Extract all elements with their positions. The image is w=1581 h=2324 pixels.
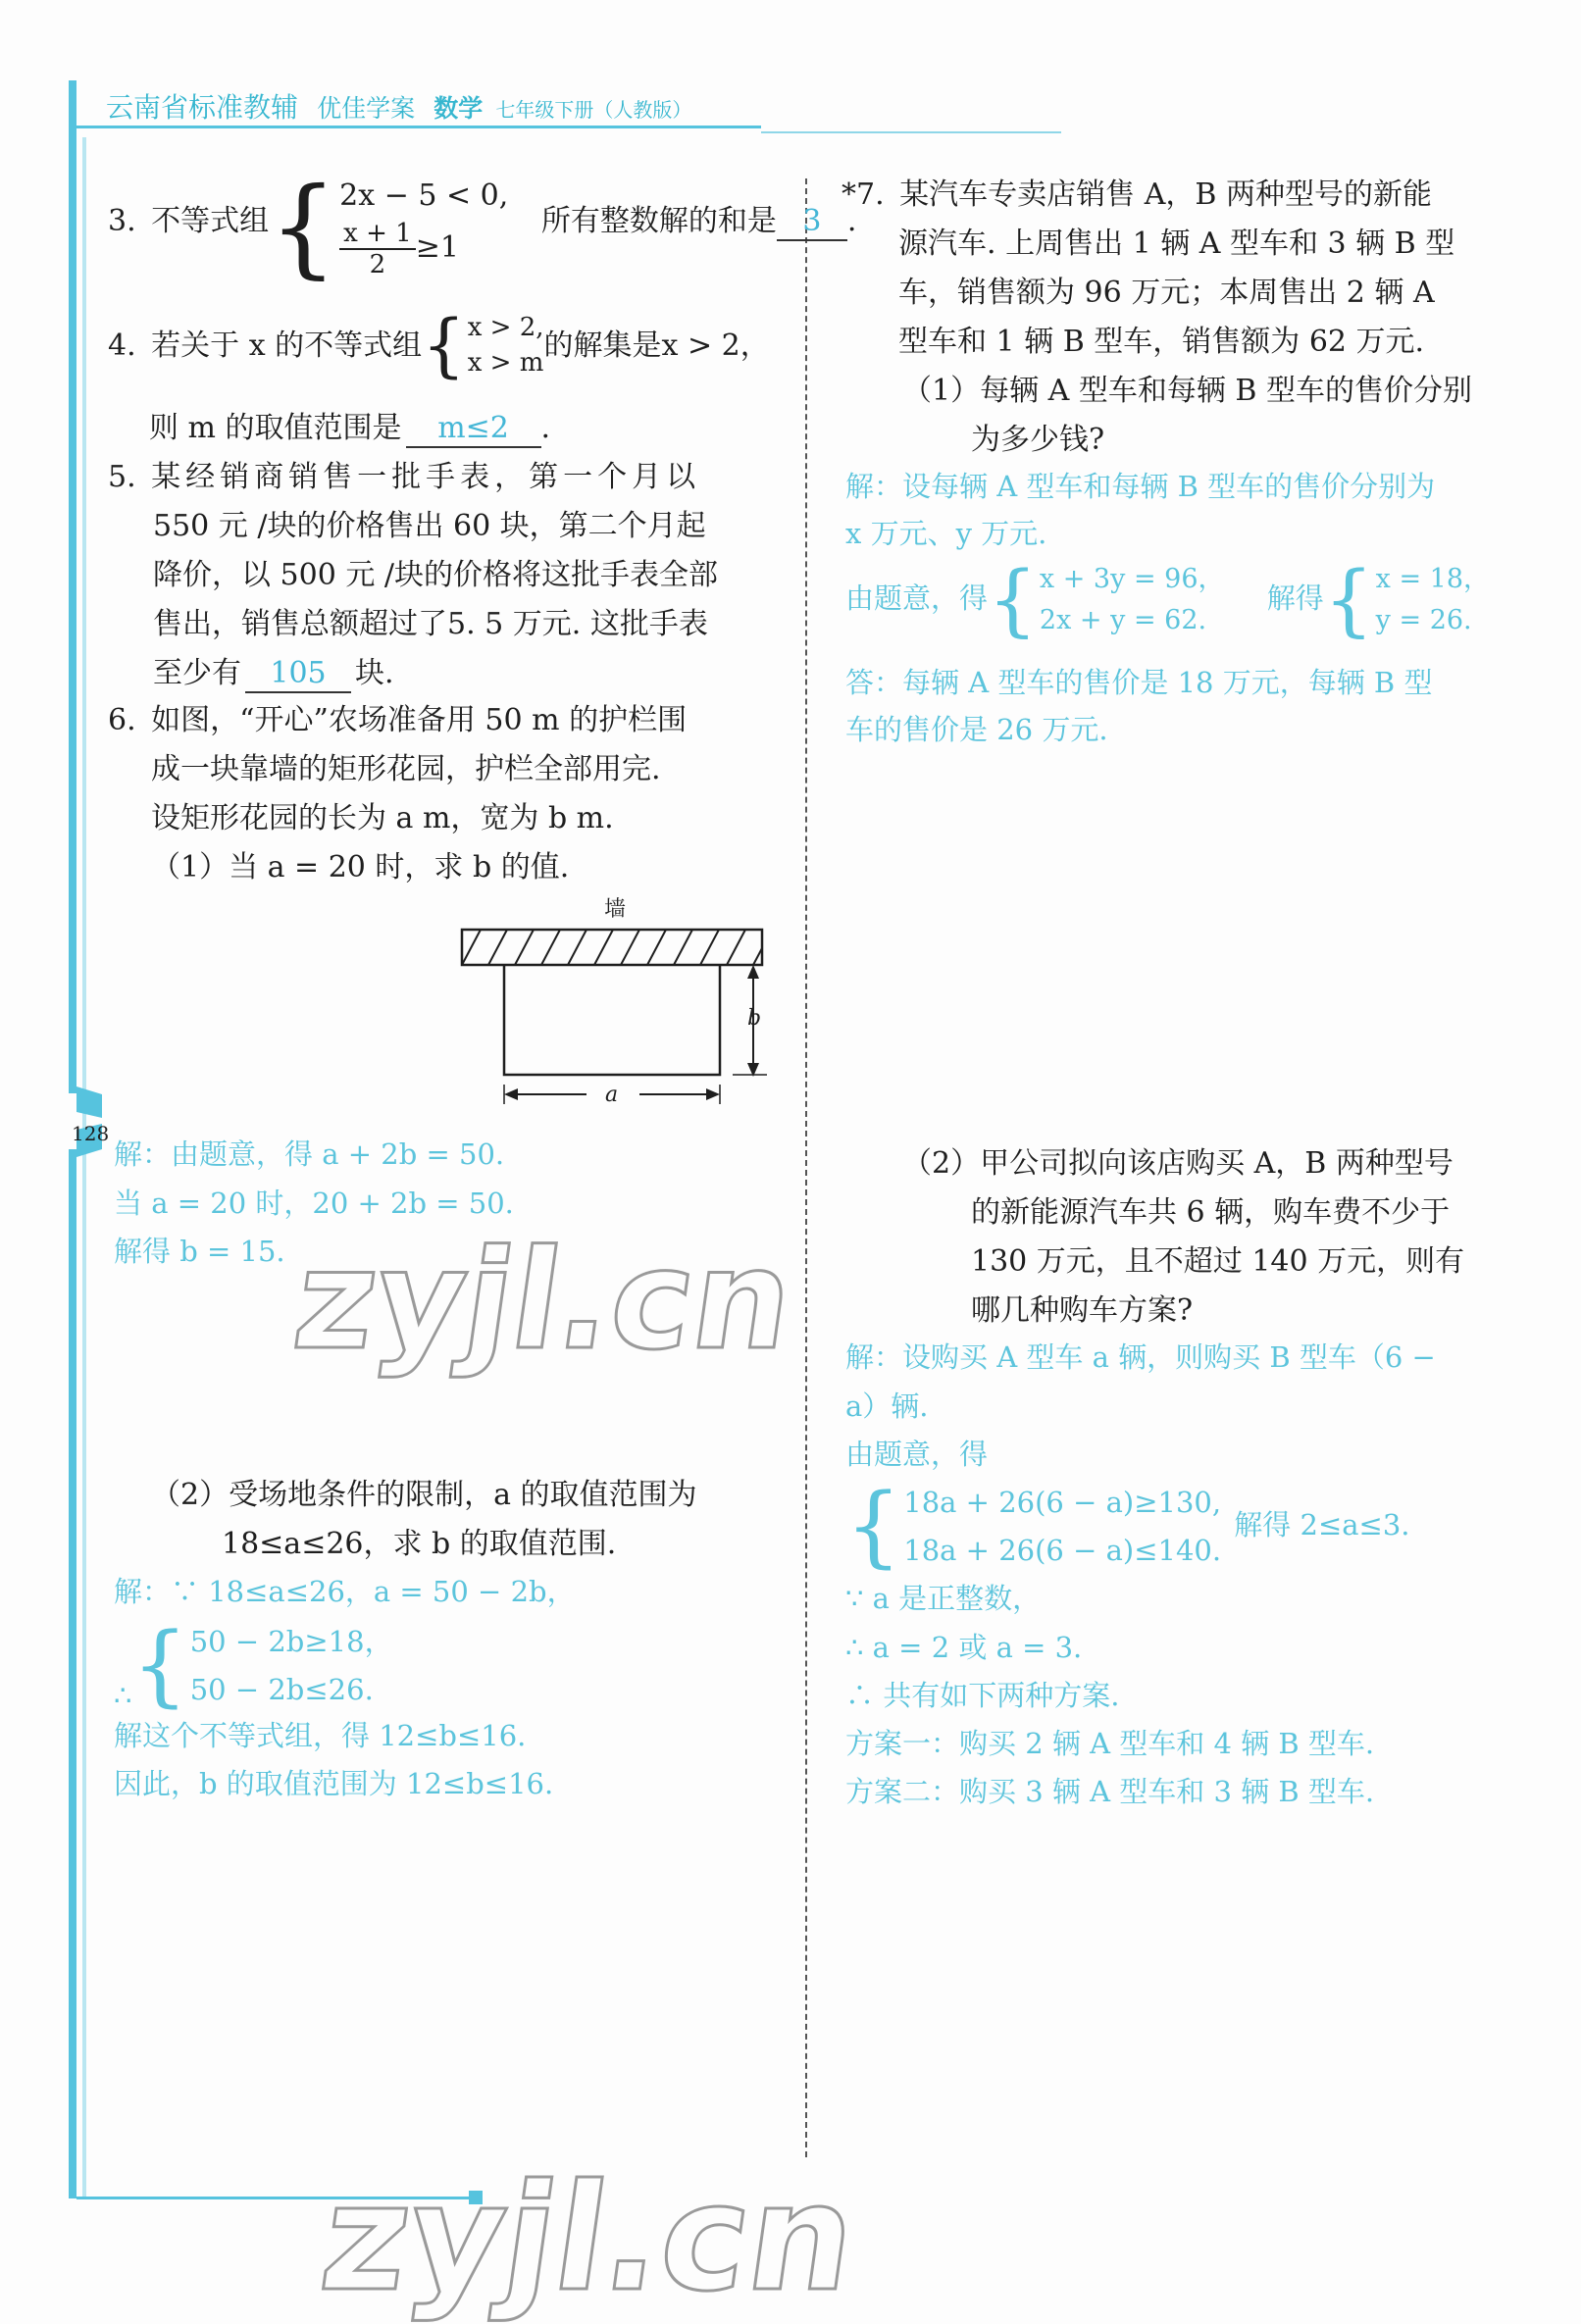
question-7-part2-answer-8: 方案一：购买 2 辆 A 型车和 4 辆 B 型车. <box>845 1727 1375 1760</box>
brace-icon: { <box>422 305 466 385</box>
question-7-line0: 某汽车专卖店销售 A，B 两种型号的新能 <box>899 177 1432 212</box>
question-5-line0: 某经销商销售一批手表，第一个月以 <box>151 460 701 494</box>
question-4 <box>108 305 770 385</box>
question-4-answer: m≤2 <box>406 411 541 448</box>
part1-solve: 解得 <box>1266 581 1324 615</box>
left-margin-bar-lower <box>69 1149 76 2198</box>
question-7-part2-answer-3: 由题意，得 <box>845 1438 989 1471</box>
figure-wall-label: 墙 <box>604 897 627 922</box>
brace-icon: { <box>988 554 1038 645</box>
left-margin-bar-light <box>82 137 86 2197</box>
brace-icon: { <box>131 1614 188 1717</box>
header-grade: 七年级下册（人教版） <box>495 98 692 122</box>
question-4-suffix: 的解集是x > 2， <box>543 328 770 363</box>
question-3-prefix: 不等式组 <box>151 204 270 238</box>
header-rule <box>76 126 761 128</box>
part2-answer-sys2: 50 − 2b≤26. <box>189 1673 374 1706</box>
watermark-bottom: zyjl.cn <box>311 2153 866 2324</box>
question-7-number: *7. <box>842 177 885 212</box>
question-7 <box>842 171 1432 220</box>
part1-given: 由题意，得 <box>845 581 989 615</box>
question-7-part1-line2: 为多少钱? <box>971 423 1105 457</box>
question-7-part1-answer-5: 车的售价是 26 万元. <box>845 713 1108 746</box>
question-7-part2-answer-5: ∵ a 是正整数， <box>845 1582 1042 1615</box>
question-6-part2-line1: （2）受场地条件的限制，a 的取值范围为 <box>151 1478 697 1512</box>
question-7-part2-line2: 的新能源汽车共 6 辆，购车费不少于 <box>971 1195 1451 1230</box>
question-6-part2-line2: 18≤a≤26，求 b 的取值范围. <box>222 1527 617 1561</box>
question-4-system <box>422 305 544 385</box>
question-5-last-line <box>153 649 394 698</box>
question-6 <box>108 696 687 745</box>
question-6-part1-answer-3: 解得 b = 15. <box>114 1235 285 1268</box>
part2-sys2: 18a + 26(6 − a)≤140. <box>903 1534 1222 1567</box>
header-series: 云南省标准教辅 <box>106 91 299 124</box>
question-6-number: 6. <box>108 703 136 737</box>
question-7-part1-system <box>845 554 1491 645</box>
question-7-line-2: 车，销售额为 96 万元；本周售出 2 辆 A <box>898 276 1435 310</box>
therefore-symbol: ∴ <box>114 1679 132 1712</box>
part1-sys2: 2x + y = 62. <box>1039 605 1207 635</box>
question-7-part1-answer-4: 答：每辆 A 型车的售价是 18 万元，每辆 B 型 <box>845 666 1433 699</box>
question-5 <box>108 453 700 502</box>
question-3-answer: 3 <box>777 204 847 241</box>
question-6-line-2: 设矩形花园的长为 a m，宽为 b m. <box>151 801 614 835</box>
question-6-line0: 如图，“开心”农场准备用 50 m 的护栏围 <box>151 703 688 737</box>
question-3-system <box>269 164 509 289</box>
part2-solve: 解得 2≤a≤3. <box>1234 1508 1410 1541</box>
header <box>106 86 691 126</box>
question-7-part2-answer-6: ∴ a = 2 或 a = 3. <box>845 1631 1083 1664</box>
question-5-answer: 105 <box>245 656 351 693</box>
question-7-part1-line1: （1）每辆 A 型车和每辆 B 型车的售价分别 <box>902 374 1472 408</box>
question-4-line2: x > m <box>467 348 544 378</box>
left-margin-bar <box>69 137 76 1093</box>
part2-sys1: 18a + 26(6 − a)≥130, <box>903 1486 1222 1519</box>
question-3-line2-rest: ≥1 <box>415 230 459 265</box>
question-5-last-suffix: 块. <box>355 656 394 690</box>
question-7-part1-answer-1: 解：设每辆 A 型车和每辆 B 型车的售价分别为 <box>845 470 1436 503</box>
question-7-part2-answer-9: 方案二：购买 3 辆 A 型车和 3 辆 B 型车. <box>845 1775 1375 1808</box>
question-4-prefix: 若关于 x 的不等式组 <box>151 328 423 363</box>
watermark-middle: zyjl.cn <box>284 1221 803 1381</box>
question-6-part2-answer-4: 解这个不等式组，得 12≤b≤16. <box>114 1719 527 1752</box>
question-4-line1: x > 2, <box>467 313 544 342</box>
page-number: 128 <box>72 1122 110 1145</box>
question-5-number: 5. <box>108 460 136 494</box>
part2-answer-sys1: 50 − 2b≥18， <box>189 1625 393 1658</box>
question-7-part2-line4: 哪几种购车方案? <box>971 1293 1194 1328</box>
fraction-denominator: 2 <box>369 250 386 279</box>
question-3 <box>108 164 857 289</box>
question-5-line-1: 550 元 /块的价格售出 60 块，第二个月起 <box>153 509 706 543</box>
question-7-part2-answer-7: ∴ 共有如下两种方案. <box>845 1679 1120 1712</box>
question-7-part2-answer-2: a）辆. <box>845 1389 929 1423</box>
question-4-number: 4. <box>108 328 136 363</box>
question-6-part2-system <box>114 1614 393 1720</box>
question-3-end: . <box>846 204 857 238</box>
brace-icon: { <box>1323 554 1374 645</box>
question-7-part1-answer-2: x 万元、y 万元. <box>845 517 1047 550</box>
question-6-part1-answer-2: 当 a = 20 时，20 + 2b = 50. <box>114 1187 514 1220</box>
question-6-part1: （1）当 a = 20 时，求 b 的值. <box>151 850 570 884</box>
question-3-fraction <box>339 219 416 279</box>
header-book: 优佳学案 <box>317 94 416 123</box>
header-rule-thin <box>761 131 1061 133</box>
question-6-part1-answer-1: 解：由题意，得 a + 2b = 50. <box>114 1137 505 1171</box>
question-3-number: 3. <box>108 204 136 238</box>
part1-res1: x = 18， <box>1375 564 1491 594</box>
question-3-line2 <box>339 219 508 279</box>
question-7-line-3: 型车和 1 辆 B 型车，销售额为 62 万元. <box>898 325 1425 359</box>
question-5-line-2: 降价，以 500 元 /块的价格将这批手表全部 <box>153 558 718 592</box>
question-7-part2-answer-1: 解：设购买 A 型车 a 辆，则购买 B 型车（6 − <box>845 1340 1436 1374</box>
fraction-numerator: x + 1 <box>339 219 416 250</box>
question-7-part2-line1: （2）甲公司拟向该店购买 A，B 两种型号 <box>902 1146 1454 1181</box>
header-subject: 数学 <box>434 94 484 123</box>
question-7-part2-line3: 130 万元，且不超过 140 万元，则有 <box>971 1244 1465 1279</box>
question-4-end: . <box>540 411 551 445</box>
part2-answer-system <box>131 1614 393 1717</box>
question-3-suffix: 所有整数解的和是 <box>540 204 777 238</box>
question-6-part2-answer-5: 因此，b 的取值范围为 12≤b≤16. <box>114 1767 554 1800</box>
part1-system-b <box>1323 554 1491 645</box>
figure-b-label: b <box>747 1006 762 1031</box>
question-6-line-1: 成一块靠墙的矩形花园，护栏全部用完. <box>151 752 661 786</box>
brace-icon: { <box>845 1475 902 1578</box>
brace-icon: { <box>269 164 338 289</box>
question-3-line1: 2x − 5 < 0, <box>339 178 509 213</box>
header-bar <box>69 80 76 137</box>
part2-system <box>845 1475 1222 1578</box>
part1-system-a <box>988 554 1225 645</box>
question-5-last-prefix: 至少有 <box>153 656 241 690</box>
question-6-part2-answer-1: 解：∵ 18≤a≤26，a = 50 − 2b， <box>114 1575 576 1608</box>
question-4-second-line <box>149 404 550 453</box>
column-divider <box>805 178 807 2157</box>
question-5-line-3: 售出，销售总额超过了5. 5 万元. 这批手表 <box>153 607 708 641</box>
part1-sys1: x + 3y = 96， <box>1039 564 1225 594</box>
question-7-line-1: 源汽车. 上周售出 1 辆 A 型车和 3 辆 B 型 <box>898 227 1455 261</box>
figure-a-label: a <box>605 1083 619 1107</box>
part1-res2: y = 26. <box>1375 605 1472 635</box>
question-4-line-text: 则 m 的取值范围是 <box>149 411 402 445</box>
question-7-part2-system <box>845 1475 1410 1578</box>
